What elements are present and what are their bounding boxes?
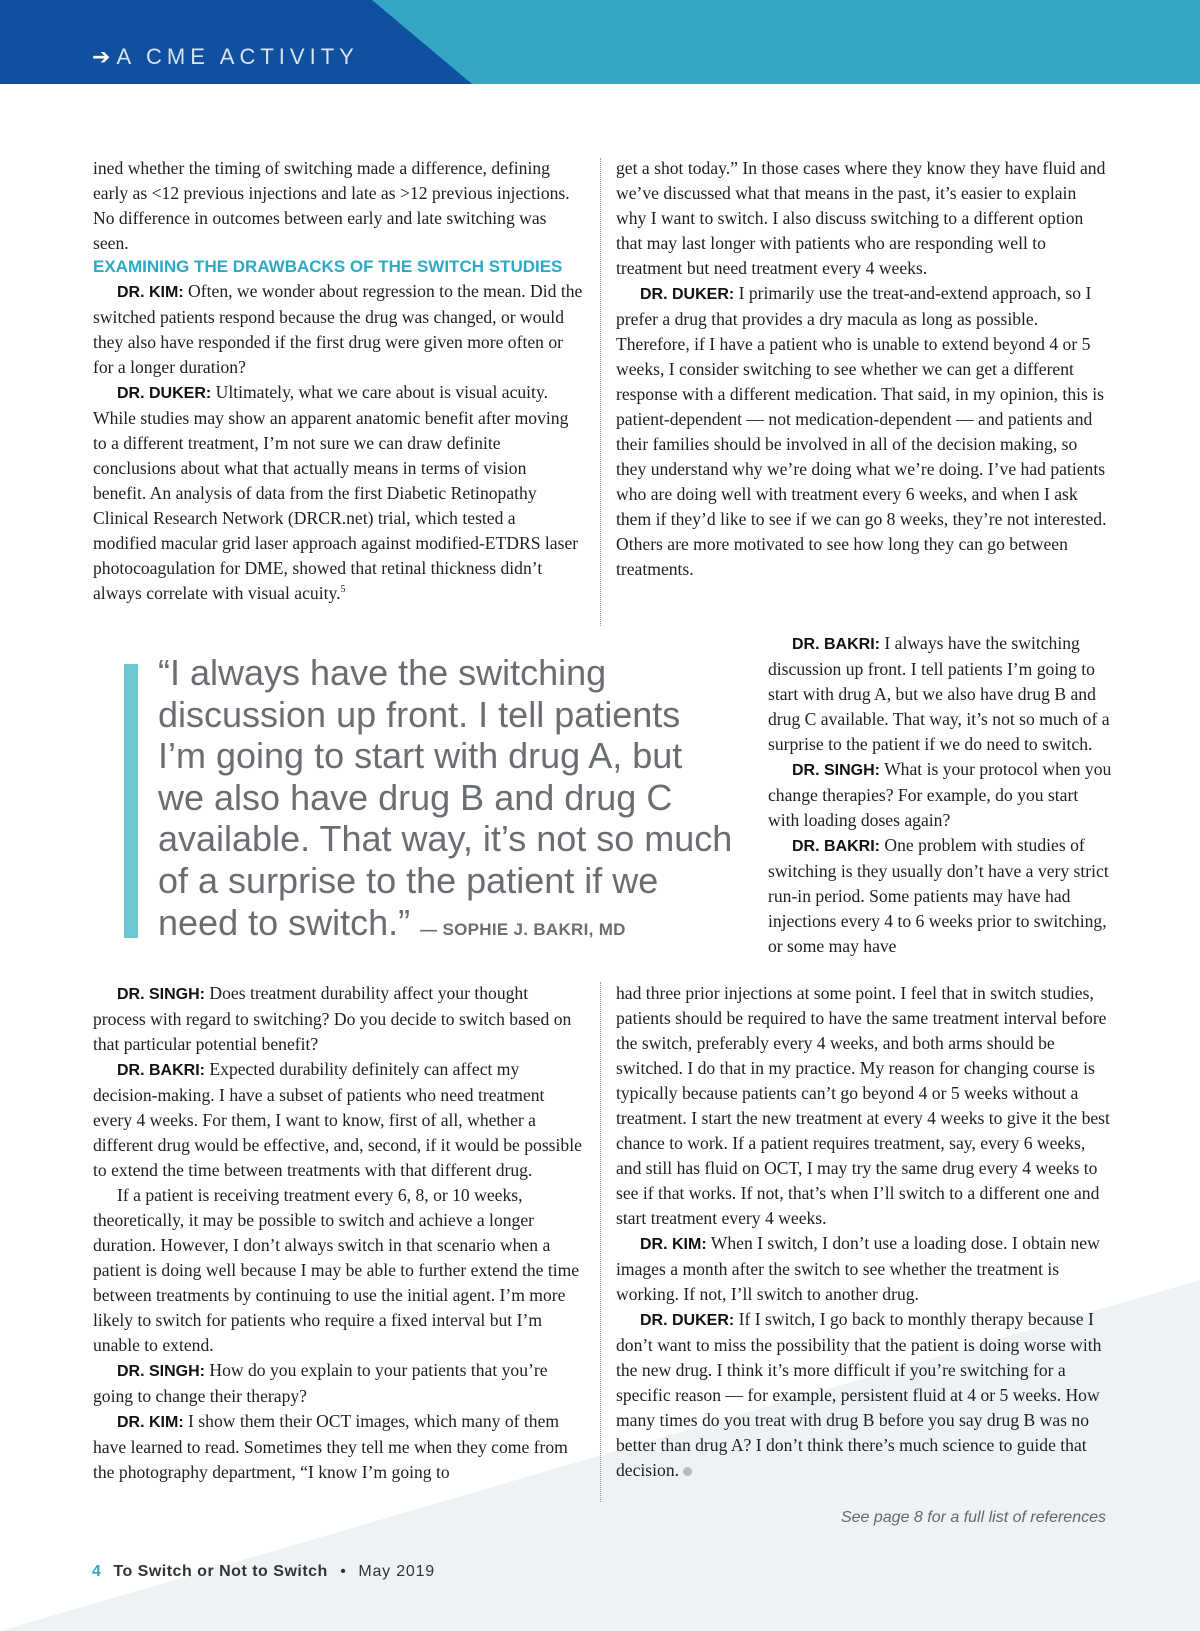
- header-label: [92, 44, 359, 70]
- paragraph-text: Often, we wonder about regression to the mean. Did the switched patients respond because the drug was changed, or would they also have responded if the first drug were given more often or for a longer duration?: [93, 281, 583, 377]
- speaker-label: DR. DUKER:: [640, 286, 735, 303]
- paragraph-text: One problem with studies of switching is they usually don’t have a very strict run-in period. Some patients may have had injections every 4 to 6 weeks prior to switching, or some may have: [768, 835, 1109, 956]
- paragraph-text: had three prior injections at some point. I feel that in switch studies, patients should be required to have the same treatment interval before the switch, preferably every 4 weeks, and both arms should be switched. I do that in my practice. My reason for changing course is typically because patients can’t go beyond 4 or 5 weeks without a treatment. I start the new treatment at every 4 weeks to give it the best chance to work. If a patient requires treatment, say, every 6 weeks, and still has fluid on OCT, I may try the same drug every 4 weeks to see if that works. If not, that’s when I’ll switch to a different one and start treatment every 4 weeks.: [616, 983, 1110, 1228]
- end-of-article-dot-icon: [683, 1467, 692, 1476]
- pull-quote: [158, 652, 738, 950]
- paragraph-text: I always have the switching discussion up front. I tell patients I’m going to start with drug A, but we also have drug B and drug C available. That way, it’s not so much of a surprise to the patient if we do need to switch.: [768, 633, 1110, 754]
- speaker-label: DR. SINGH:: [117, 986, 205, 1003]
- paragraph-text: When I switch, I don’t use a loading dose. I obtain new images a month after the switch to see whether the treatment is working. If not, I’ll switch to another drug.: [616, 1233, 1100, 1304]
- speaker-label: DR. KIM:: [117, 1414, 184, 1431]
- column-divider-bottom: [600, 982, 601, 1502]
- paragraph: [93, 981, 583, 1057]
- pull-quote-attribution: — SOPHIE J. BAKRI, MD: [420, 919, 626, 939]
- paragraph: [93, 1358, 583, 1409]
- paragraph: [93, 1183, 583, 1358]
- column-2-top-text: [616, 156, 1110, 582]
- paragraph-text: I show them their OCT images, which many of them have learned to read. Sometimes they tell me when they come from the photography department, “I know I’m going to: [93, 1411, 568, 1482]
- paragraph: [616, 1307, 1110, 1483]
- page-footer: [92, 1563, 435, 1581]
- paragraph: [616, 156, 1110, 281]
- references-note: See page 8 for a full list of references: [840, 1509, 1106, 1526]
- speaker-label: DR. KIM:: [640, 1236, 707, 1253]
- paragraph: [616, 981, 1110, 1231]
- speaker-label: DR. SINGH:: [117, 1363, 205, 1380]
- arrow-right-icon: ➔: [92, 44, 111, 69]
- column-divider-top: [600, 158, 601, 626]
- paragraph: [93, 380, 583, 606]
- paragraph-text: How do you explain to your patients that you’re going to change their therapy?: [93, 1360, 548, 1406]
- speaker-label: DR. BAKRI:: [792, 636, 880, 653]
- speaker-label: DR. BAKRI:: [792, 838, 880, 855]
- speaker-label: DR. BAKRI:: [117, 1062, 205, 1079]
- paragraph-text: ined whether the timing of switching made a difference, defining early as <12 previous injections and late as >12 previous injections. No difference in outcomes between early and late switching was seen.: [93, 158, 570, 253]
- footer-separator: •: [340, 1563, 346, 1580]
- column-1-section: [93, 254, 583, 606]
- publication-title: To Switch or Not to Switch: [113, 1563, 328, 1580]
- pull-quote-text: “I always have the switching discussion up front. I tell patients I’m going to start with drug A, but we also have drug B and drug C available. That way, it’s not so much of a surprise to the patient if we need to switch.”: [158, 652, 733, 943]
- column-2-bottom-text: [616, 981, 1110, 1483]
- paragraph-text: Does treatment durability affect your thought process with regard to switching? Do you decide to switch based on that particular potential benefit?: [93, 983, 572, 1054]
- paragraph-text: What is your protocol when you change therapies? For example, do you start with loading doses again?: [768, 759, 1112, 830]
- paragraph: [93, 1057, 583, 1183]
- column-1-mid-text: [93, 279, 583, 606]
- paragraph: [616, 281, 1110, 582]
- paragraph-text: I primarily use the treat-and-extend approach, so I prefer a drug that provides a dry macula as long as possible. Therefore, if I have a patient who is unable to extend beyond 4 or 5 weeks, I consider switching to see whether we can get a different response with a different medication. That said, in my opinion, this is patient-dependent — not medication-dependent — and patients and their families should be involved in all of the decision making, so they understand why we’re doing what we’re doing. I’ve had patients who are doing well with treatment every 6 weeks, and when I ask them if they’d like to see if we can go 8 weeks, they’re not interested. Others are more motivated to see how long they can go between treatments.: [616, 283, 1107, 579]
- column-1-bottom-text: [93, 981, 583, 1485]
- speaker-label: DR. DUKER:: [640, 1312, 735, 1329]
- paragraph-text: If a patient is receiving treatment every 6, 8, or 10 weeks, theoretically, it may be possible to switch and achieve a longer duration. However, I don’t always switch in that scenario when a patient is doing well because I may be able to further extend the time between treatments by continuing to use the initial agent. I’m more likely to switch for patients who require a fixed interval but I’m unable to extend.: [93, 1185, 580, 1355]
- header-band: [0, 0, 1200, 84]
- reference-superscript: 5: [340, 584, 346, 596]
- paragraph-text: If I switch, I go back to monthly therapy because I don’t want to miss the possibility that the patient is doing worse with the new drug. I think it’s more difficult if you’re switching for a specific reason — for example, persistent fluid at 4 or 5 weeks. How many times do you treat with drug B before you say drug B was no better than drug A? I don’t think there’s much science to guide that decision.: [616, 1309, 1102, 1480]
- page-number: 4: [92, 1563, 101, 1580]
- paragraph: [768, 757, 1112, 833]
- paragraph-text: Expected durability definitely can affect my decision-making. I have a subset of patients who need treatment every 4 weeks. For them, I want to know, first of all, whether a different drug would be effective, and, second, if it would be possible to extend the time between treatments with that different drug.: [93, 1059, 582, 1180]
- paragraph: [93, 156, 583, 256]
- paragraph-text: Ultimately, what we care about is visual acuity. While studies may show an apparent anatomic benefit after moving to a different treatment, I’m not sure we can draw definite conclusions about what that actually means in terms of vision benefit. An analysis of data from the first Diabetic Retinopathy Clinical Research Network (DRCR.net) trial, which tested a modified macular grid laser approach against modified-ETDRS laser photocoagulation for DME, showed that retinal thickness didn’t always correlate with visual acuity.: [93, 382, 579, 603]
- speaker-label: DR. KIM:: [117, 284, 184, 301]
- paragraph: [93, 1409, 583, 1485]
- paragraph: [768, 631, 1112, 757]
- paragraph: [768, 833, 1112, 959]
- column-1-top-text: [93, 156, 583, 256]
- paragraph: [616, 1231, 1110, 1307]
- section-label: A CME ACTIVITY: [116, 44, 359, 69]
- publication-date: May 2019: [358, 1563, 436, 1580]
- pull-quote-bar: [124, 664, 138, 938]
- paragraph: [93, 279, 583, 380]
- column-2-narrow-text: [768, 631, 1112, 959]
- speaker-label: DR. DUKER:: [117, 385, 212, 402]
- section-heading: EXAMINING THE DRAWBACKS OF THE SWITCH STUDIES: [93, 257, 563, 276]
- speaker-label: DR. SINGH:: [792, 762, 880, 779]
- paragraph-text: get a shot today.” In those cases where they know they have fluid and we’ve discussed what that means in the past, it’s easier to explain why I want to switch. I also discuss switching to a different option that may last longer with patients who are responding well to treatment but need treatment every 4 weeks.: [616, 158, 1106, 278]
